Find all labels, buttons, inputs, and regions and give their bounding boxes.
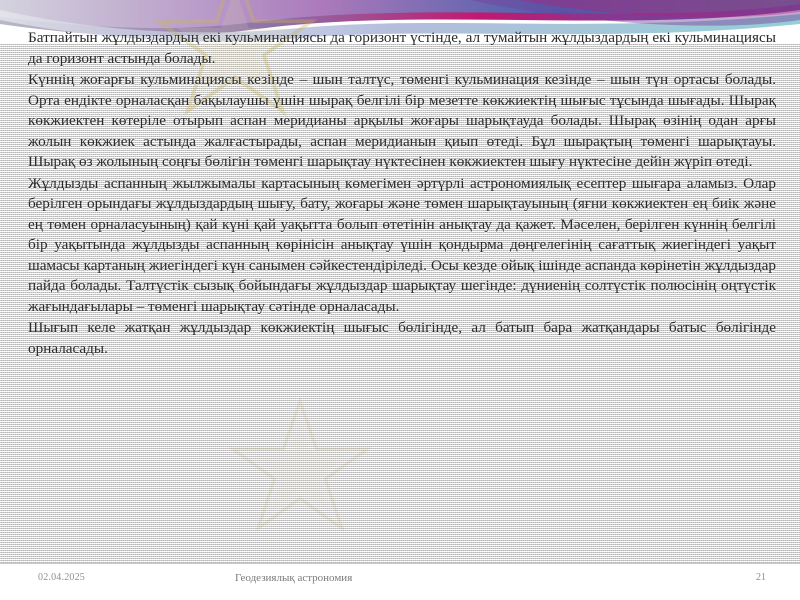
- paragraph-2: Күннің жоғарғы кульминациясы кезінде – шын талтүс, төменгі кульминация кезінде – шын түн ортасы болады. Орта ендікте орналасқан бақылаушы үшін шырақ белгілі бір мезетте көкжиектің шығыс тұсында шығады. Шырақ көкжиектен көтеріле отырып аспан меридианы арқылы жоғары шарықтауда болады. Шырақ өзінің одан арғы жолын көкжиек астында жалғастырады, аспан меридианын қиып өтеді. Бұл шырақтың төменгі шарықтауы. Шырақ өз жолының соңғы бөлігін төменгі шарықтау нүктесінен көкжиектен шығу нүктесіне дейін жүріп өтеді.: [28, 71, 776, 170]
- footer-date: 02.04.2025: [38, 572, 85, 583]
- footer-title: Геодезиялық астрономия: [235, 572, 353, 584]
- slide-body-text: [28, 28, 776, 538]
- slide-footer: [0, 563, 800, 600]
- paragraph-4: Шығып келе жатқан жұлдыздар көкжиектің шығыс бөлігінде, ал батып бара жатқандары батыс бөлігінде орналасады.: [28, 319, 776, 357]
- footer-page-number: 21: [756, 572, 766, 583]
- paragraph-3: Жұлдызды аспанның жылжымалы картасының көмегімен әртүрлі астрономиялық есептер шығара аламыз. Олар берілген орындағы жұлдыздардың шығу, бату, жоғары және төмен шарықтауының (яғни көкжиектен ең биік және ең төмен орналасуының) қай күні қай уақытта болып өтетінін анықтау да қажет. Мәселен, берілген күннің белгілі бір уақытында жұлдызды аспанның көрінісін анықтау үшін қондырма дөңгелегінің сағаттық жиегіндегі уақыт шамасы картаның жиегіндегі күн санымен сәйкестендіріледі. Осы кезде ойық ішінде аспанда көрінетін жұлдыздар пайда болады. Талтүстік сызық бойындағы жұлдыздар шарықтау шегінде: дүниенің солтүстік полюсінің оңтүстік жағындағылары – төменгі шарықтау сәтінде орналасады.: [28, 174, 776, 315]
- paragraph-1: Батпайтын жұлдыздардың екі кульминациясы да горизонт үстінде, ал тумайтын жұлдыздардың екі кульминациясы да горизонт астында болады.: [28, 29, 776, 67]
